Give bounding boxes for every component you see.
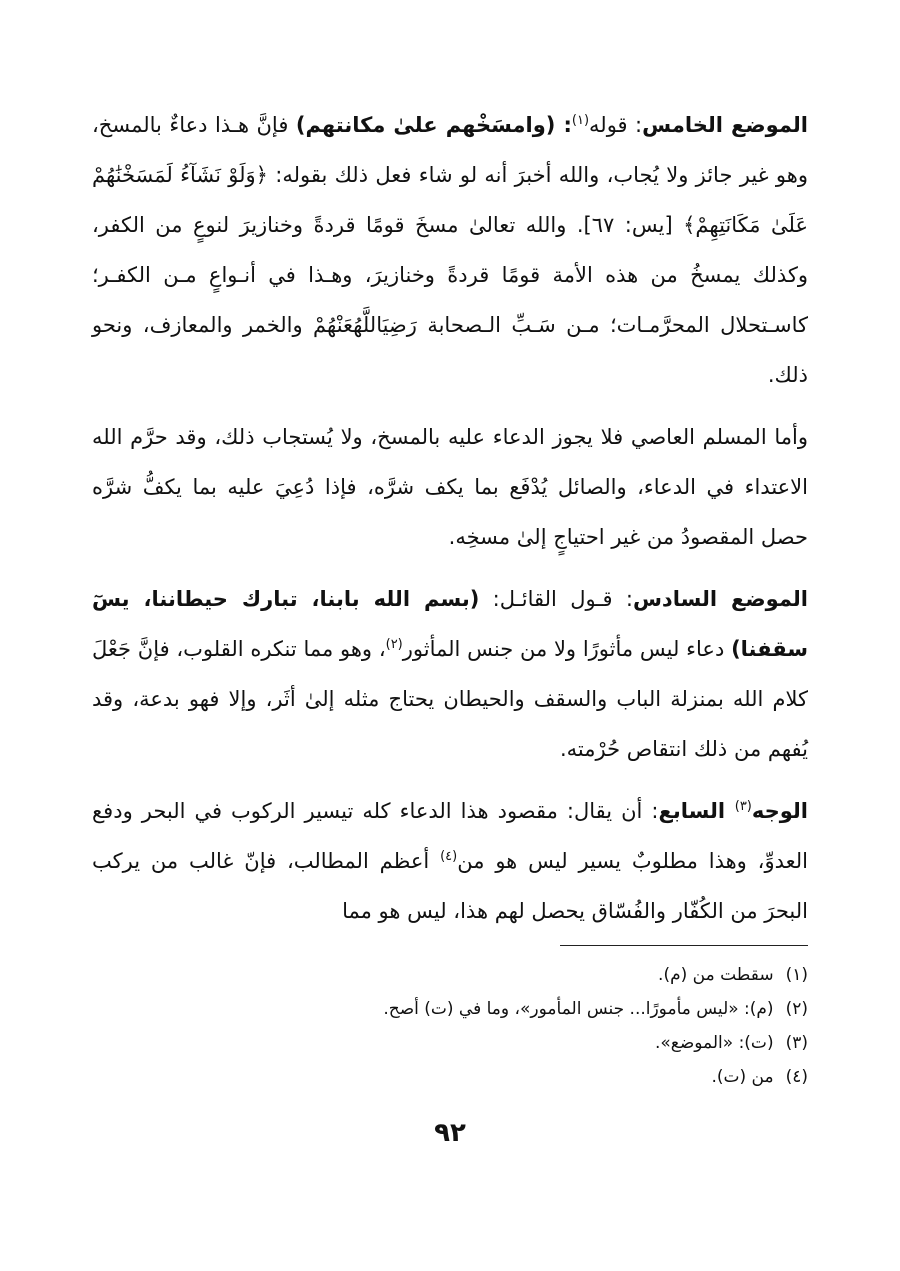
footnote-ref: (١) xyxy=(571,113,590,128)
footnote-item xyxy=(92,960,808,990)
paragraph-sinful-muslim: وأما المسلم العاصي فلا يجوز الدعاء عليه بالمسخ، ولا يُستجاب ذلك، وقد حرَّم الله الاعتداء في الدعاء، والصائل يُدْفَع بما يكف شرَّه، فإذا دُعِيَ عليه بما يكفُّ شرَّه حصل المقصودُ من غير احتياجٍ إلىٰ مسخِه. xyxy=(92,425,808,549)
footnote-number: (٢) xyxy=(785,999,808,1019)
main-text xyxy=(92,100,808,948)
footnote-separator xyxy=(560,945,808,946)
quoted-saying: (بسم الله بابنا، تبارك حيطاننا، يسٓ سقفنا) xyxy=(92,587,808,661)
section-heading: الموضع السادس xyxy=(632,587,808,611)
section-heading: الوجه xyxy=(751,799,808,823)
footnotes xyxy=(92,960,808,1096)
paragraph-sixth-position: الموضع السادس: قـول القائـل: (بسم الله بابنا، تبارك حيطاننا، يسٓ سقفنا) دعاء ليس مأثورًا ولا من جنس المأثور$^{(٢)}$، وهو مما تنكره القلوب، فإنَّ جَعْلَ كلام الله بمنزلة الباب والسقف والحيطان يحتاج مثله إلىٰ أثَر، وإلا فهو بدعة، وقد يُفهم من ذلك انتقاص حُرْمته. xyxy=(92,587,808,761)
footnote-text: سقطت من (م). xyxy=(658,965,774,985)
section-heading: الموضع الخامس xyxy=(642,113,809,137)
quran-verse: ﴿وَلَوْ نَشَآءُ لَمَسَخْنَٰهُمْ عَلَىٰ مَكَانَتِهِمْ﴾ xyxy=(92,163,808,237)
section-heading-continued: السابع xyxy=(658,799,735,823)
footnote-number: (٤) xyxy=(785,1067,808,1087)
footnote-text: (ت): «الموضع». xyxy=(654,1033,774,1053)
footnote-text: (م): «ليس مأمورًا... جنس المأمور»، وما في (ت) أصح. xyxy=(383,999,774,1019)
footnote-ref: (٢) xyxy=(385,637,403,652)
footnote-item xyxy=(92,994,808,1024)
paragraph-fifth-position: الموضع الخامس: قوله$^{(١)}$: (وامسَخْهم علىٰ مكانتهم) فإنَّ هـذا دعاءٌ بالمسخ، وهو غير جائز ولا يُجاب، والله أخبرَ أنه لو شاء فعل ذلك بقوله: ﴿وَلَوْ نَشَآءُ لَمَسَخْنَٰهُمْ عَلَىٰ مَكَانَتِهِمْ﴾ [يس: ٦٧]. والله تعالىٰ مسخَ قومًا قردةً وخنازيرَ لنوعٍ من الكفر، وكذلك يمسخُ من هذه الأمة قومًا قردةً وخنازيرَ، وهـذا في أنـواعٍ مـن الكفـر؛ كاسـتحلال المحرَّمـات؛ مـن سَـبِّ الـصحابة رَضِيَاللَّهُعَنْهُمْ والخمر والمعازف، ونحو ذلك. xyxy=(92,113,809,387)
footnote-ref: (٣) xyxy=(734,799,752,814)
footnote-number: (١) xyxy=(785,965,808,985)
footnote-number: (٣) xyxy=(785,1033,808,1053)
footnote-item xyxy=(92,1062,808,1092)
footnote-text: من (ت). xyxy=(711,1067,774,1087)
paragraph-seventh-aspect: الوجه$^{(٣)}$ السابع: أن يقال: مقصود هذا الدعاء كله تيسير الركوب في البحر ودفع العدوِّ، وهذا مطلوبٌ يسير ليس هو من$^{(٤)}$ أعظم المطالب، فإنّ غالب من يركب البحرَ من الكُفّار والفُسّاق يحصل لهم هذا، ليس هو مما xyxy=(92,799,808,923)
footnote-ref: (٤) xyxy=(440,849,458,864)
footnote-item xyxy=(92,1028,808,1058)
page-number: ٩٢ xyxy=(434,1118,466,1148)
quoted-supplication: : (وامسَخْهم علىٰ مكانتهم) xyxy=(295,113,572,137)
